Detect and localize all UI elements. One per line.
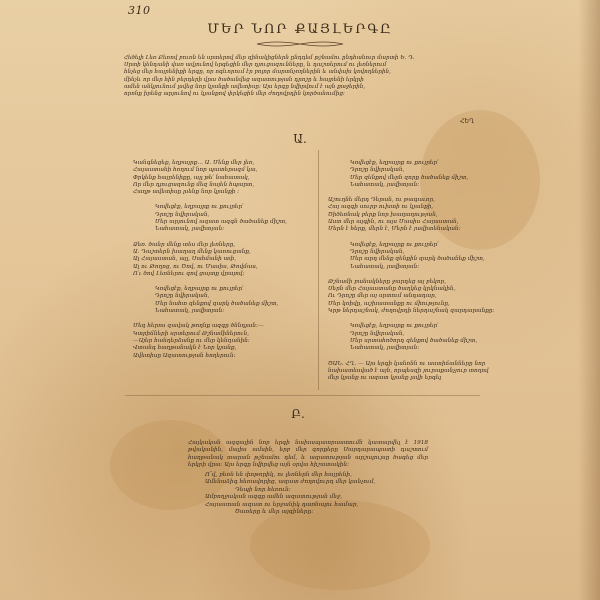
- verse-line: Մեր արյունով ազատ ազգն ծածանեք միշտ,: [155, 219, 287, 226]
- verse-line: ԾԱՆ. ՀՂ. — Այս երգի կանոնն ու աստիճանները նոր: [328, 360, 486, 367]
- verse-line: Ա. Դաշտերն խաղաղ մենք կառուցանք,: [133, 248, 251, 255]
- verse-line: Ալ ու Թողոց, ու Ծով, ու Մասիս, Թովմաս,: [133, 263, 258, 270]
- author-signature: ՀԵՂ: [460, 118, 475, 125]
- page-number: 310: [128, 4, 151, 17]
- section-b-note: Հայկական ազգային նոր երգի նախապատրաստումն կատարվել է 1918 թվականին, մայիս ամսին, երբ մեր զորքերը Սարդարապատի դաշտում հաղթանակ տարան թշնամու դեմ, և ազատության արշալույսը ծագեց մեր երկրի վրա։ Այս երգը նվիրվեց այն օրվա հիշատակին։: [188, 440, 428, 468]
- stanza: [328, 279, 498, 315]
- verse-line: Դեպի նոր հեռուն։: [235, 486, 291, 493]
- section-rule: [125, 395, 480, 396]
- verse-line: Մեր նահտ զենքով զարկ ծածանեք միշտ,: [155, 300, 279, 307]
- section-heading-a: Ա.: [293, 132, 307, 146]
- verse-line: Նահատակ, յավիտյան։: [155, 308, 225, 315]
- stanza: [133, 160, 303, 196]
- verse-line: Թշնամի բանակները ջարդեց այ բեկոր,: [328, 278, 447, 285]
- verse-line: —Այեր հանդերձանք ու մեր կենդանին։: [133, 337, 250, 344]
- stanza: [328, 197, 498, 233]
- verse-line: Ո՜վ, բեռն են փոթորիկ, ու լեռներն մեր հայրենի,: [205, 472, 352, 478]
- page-title: ՄԵՐ ՆՈՐ ՔԱՅԼԵՐԳԸ: [207, 22, 393, 37]
- verse-line: Նահատակ, յավիտյան։: [350, 181, 420, 188]
- verse-line: Կռվեցէք, եղբայրք ու քույրեր՛: [155, 204, 244, 211]
- verse-line: Ծառերը և մեր այգիները։: [235, 509, 314, 516]
- verse-line: մեր կյանք ու ազատ կյանք լսվի երգել: [328, 375, 442, 382]
- verse-line: Հայ ազգի սուրբ ուխտի ու կյանքի,: [328, 204, 434, 211]
- section-b-verse: [205, 472, 425, 516]
- stanza: [133, 323, 303, 359]
- verse-line: Նահատակ, յավիտյան։: [155, 226, 225, 233]
- verse-line: Դրոշը նվիրական,: [155, 293, 210, 300]
- verse-line: Կրթ ներդաշնակ, ժողովրդի ներդաշնակ զարդարանքը։: [328, 308, 495, 315]
- verse-line: Որ մեր դյուցազունք մեզ նայեն հպարտ,: [133, 181, 255, 188]
- verse-line: Վտանգ հաղթանակն է Նոր կյանք,: [133, 345, 237, 352]
- verse-line: Հայաստան ազատ ու երջանիկ դառնալու համար,: [205, 501, 359, 508]
- verse-line: Ձեռ. ծանր մենք տես մեր լեռները,: [133, 241, 236, 248]
- verse-line: Նահատակ, յավիտյան։: [350, 263, 420, 270]
- verse-line: Դրոշը նվիրական,: [350, 330, 405, 337]
- chorus: [133, 286, 303, 315]
- chorus: [328, 242, 498, 271]
- verse-line: Ալ Հայաստան, այլ, Սահմանի ափ,: [133, 256, 237, 263]
- chorus: [328, 323, 498, 352]
- verse-line: Կանգնեցեք, եղբայրք… Ա. Մենք մեր լեռ,: [133, 160, 255, 166]
- verse-line: Ավետիսը Ազատության հողերուն։: [133, 352, 236, 359]
- left-column: [133, 160, 303, 368]
- footnote: [328, 361, 498, 383]
- verse-line: Մերն է հերք, մերն է, Մերն է յավիտենական։: [328, 226, 461, 233]
- verse-line: Կռվեցէք, եղբայրք ու քույրեր՛: [350, 160, 439, 166]
- verse-line: Աստ մեր այգին, ու այս Մասիս Հայաստան,: [328, 219, 459, 226]
- verse-line: Մեր կռիվը, աշխատանքը ու միությունը,: [328, 300, 450, 307]
- verse-line: Աշուղնե մերդ Դերան, ու թագաւոր,: [328, 197, 435, 204]
- verse-line: Դրոշը նվիրական,: [155, 211, 210, 218]
- verse-line: Հաղթ ավետիսը լսենք նոր կյանքի ։: [133, 189, 240, 196]
- verse-line: Դրոշը նվիրական,: [350, 167, 405, 174]
- verse-line: Ու Դրոշը մեր այ սրտում անդադար,: [328, 293, 437, 300]
- verse-line: Մեզ հերոս զավակ թողնք ազգը ծննդյան։—: [133, 323, 264, 330]
- verse-line: Մեր սրտահոծորդ զենքով ծածանեք միշտ,: [350, 337, 478, 344]
- verse-line: Հայաստանի հողում նոր պատերազմ կա,: [133, 167, 258, 174]
- chorus: [133, 204, 303, 233]
- title-ornament-icon: [255, 40, 345, 48]
- verse-line: նախատեսված է այն, որպեսզի յուրաքանչյուր տողով: [328, 367, 489, 374]
- column-divider: [318, 150, 319, 390]
- intro-line: Սրտի կենդանի վառ ավյունով երգեցին մեր դյուցազունները, և դաշտերում ու լեռներում: [124, 62, 387, 69]
- chorus: [328, 160, 498, 189]
- verse-line: Ամբողջական ազգը ամեն ազատության մեջ,: [205, 494, 343, 501]
- verse-line: Ամենաձիգ հեռավորից, ազատ ժողովուրդ մեր կանչում,: [205, 479, 376, 486]
- verse-line: Մեր արդ մենք զենքին զարկ ծածանեք միշտ,: [350, 256, 485, 263]
- intro-line: որոնք իրենց արյունով ու կյանքով փրկեցին մեր ժողովրդին կործանումից։: [124, 91, 345, 98]
- verse-line: Ծիծեռնակ բերք նոր խաղաղության,: [328, 211, 438, 218]
- verse-line: Կռվեցէք, եղբայրք ու քույրեր՛: [350, 241, 439, 248]
- intro-paragraph: [124, 55, 484, 98]
- intro-line: մինչև որ մեր հին բերդերի վրա ծածանվեց ազատության դրոշը և հայրենի երկրի: [124, 76, 364, 83]
- verse-line: Ո՛ւ ծով Լեռներու զով ցայտք վրայով։: [133, 270, 245, 277]
- verse-line: Կռվեցէք, եղբայրք ու քույրեր՛: [155, 286, 244, 293]
- section-heading-b: Բ.: [291, 407, 305, 421]
- verse-line: Սերն մեր Հայաստանը ծաղկեց կրկնակին,: [328, 286, 456, 293]
- right-column: [328, 160, 498, 390]
- verse-line: Փրկենք հայրենիքը, այլ թե՛ նահատակ,: [133, 174, 250, 181]
- intro-line: ամեն անկյունում լսվեց նոր կյանքի ավետիսը։ Այս երգը նվիրվում է այն քաջերին,: [124, 83, 366, 90]
- verse-line: Մեր զենքով մերն զորք ծածանեք միշտ,: [350, 174, 469, 181]
- verse-line: Կռվեցէք, եղբայրք ու քույրեր՛: [350, 323, 439, 330]
- intro-line: հնչեց մեր հայրենիքի երգը, որ ոգևորում էր բոլոր մարտնչողներին և անվախ կռվողներին,: [124, 69, 391, 76]
- stanza: [133, 242, 303, 278]
- intro-line: Հեծելի Լեռ Քեռով բուռն են սրտերով մեր զինակիցներն ընդդեմ թշնամու ընդհանուր մարտի Ե. Դ.: [124, 55, 415, 61]
- verse-line: Նահատակ, յավիտյան։: [350, 345, 420, 352]
- verse-line: Դրոշը նվիրական,: [350, 248, 405, 255]
- page-edge-shadow: [578, 0, 600, 600]
- verse-line: Կտրիճների սրտերում Թշնամիներուն,: [133, 330, 250, 337]
